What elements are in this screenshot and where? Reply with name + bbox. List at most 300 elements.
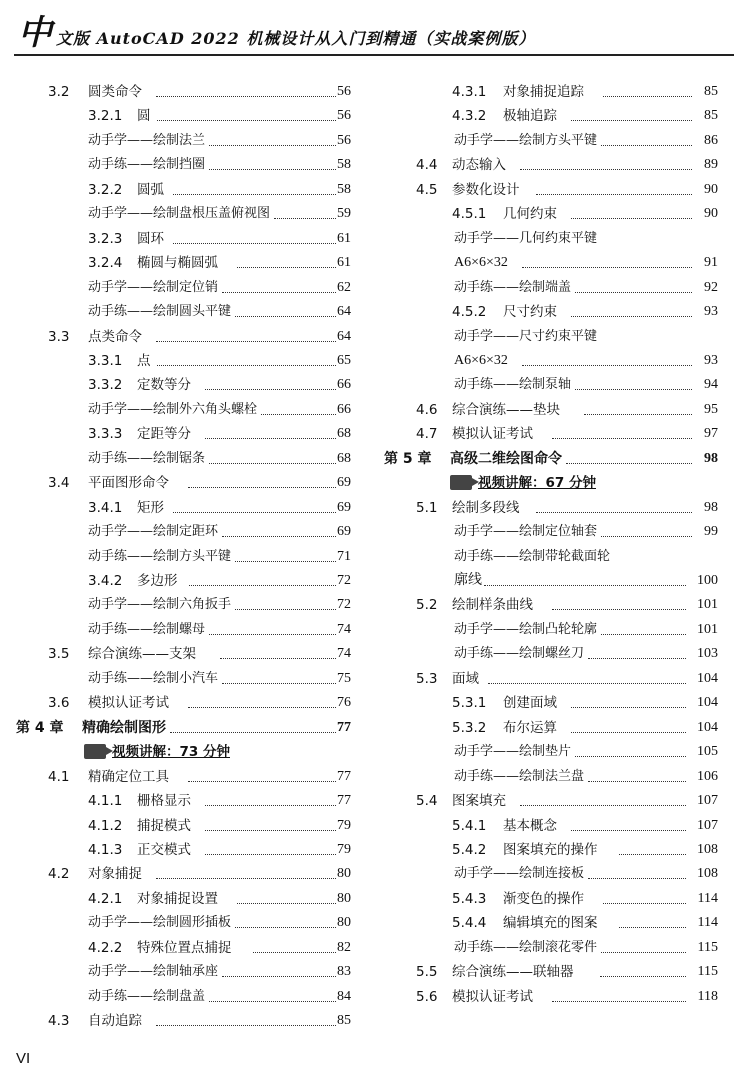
toc-leader-dots (170, 732, 336, 733)
toc-leader-dots (222, 292, 336, 293)
toc-number: 4.4 (416, 157, 438, 174)
toc-entry-ex[interactable] (0, 911, 360, 935)
toc-page-number: 80 (337, 890, 351, 906)
toc-entry-sec[interactable] (380, 985, 740, 1009)
toc-entry-video[interactable] (380, 471, 740, 495)
toc-page-number: 108 (697, 841, 718, 857)
toc-page-number: 59 (337, 206, 351, 222)
video-camera-icon (450, 475, 472, 490)
toc-number: 5.3 (416, 670, 438, 687)
toc-entry-sub[interactable] (380, 716, 740, 740)
toc-leader-dots (261, 414, 336, 415)
toc-page-number: 58 (337, 181, 351, 197)
toc-leader-dots (571, 707, 686, 708)
toc-entry-cont[interactable] (380, 251, 740, 275)
toc-page-number: 84 (337, 988, 351, 1004)
toc-leader-dots (235, 316, 336, 317)
toc-leader-dots (536, 194, 692, 195)
toc-page-number: 74 (337, 646, 351, 662)
toc-page-number: 77 (337, 719, 351, 735)
toc-leader-dots (205, 854, 336, 855)
toc-entry-ex2[interactable] (380, 227, 740, 251)
toc-entry-ex[interactable] (380, 740, 740, 764)
toc-entry-ex[interactable] (380, 129, 740, 153)
toc-label: 绘制样条曲线 (452, 597, 533, 614)
toc-entry-sec[interactable] (380, 593, 740, 617)
toc-label: 动手练——绘制法兰盘 (454, 768, 585, 784)
toc-page-number: 80 (337, 915, 351, 931)
toc-label: 综合演练——联轴器 (452, 964, 574, 981)
toc-page-number: 80 (337, 866, 351, 882)
toc-label: 编辑填充的图案 (503, 915, 598, 932)
toc-leader-dots (575, 292, 692, 293)
toc-leader-dots (520, 805, 686, 806)
toc-leader-dots (235, 561, 336, 562)
toc-label: 模拟认证考试 (452, 426, 533, 443)
toc-label: 圆环 (137, 230, 164, 247)
toc-entry-sub[interactable] (0, 422, 360, 446)
toc-number: 3.4.1 (88, 499, 123, 516)
toc-label: 圆类命令 (88, 84, 142, 100)
toc-page-number: 104 (697, 719, 718, 735)
toc-page-number: 85 (337, 1013, 351, 1029)
toc-label: 点 (137, 352, 151, 369)
toc-number: 3.3.2 (88, 377, 123, 394)
toc-entry-sec[interactable] (380, 496, 740, 520)
toc-entry-ex[interactable] (0, 447, 360, 471)
toc-page-number: 82 (337, 939, 351, 955)
toc-page-number: 79 (337, 841, 351, 857)
toc-page-number: 56 (337, 132, 351, 148)
toc-entry-sec[interactable] (0, 691, 360, 715)
toc-leader-dots (601, 536, 692, 537)
toc-leader-dots (584, 414, 692, 415)
toc-number: 3.2.3 (88, 230, 123, 247)
toc-leader-dots (205, 389, 336, 390)
toc-page-number: 115 (697, 939, 718, 955)
header-title: 文版 AutoCAD 2022 机械设计从入门到精通（实战案例版） (56, 29, 536, 48)
toc-entry-ex[interactable] (0, 593, 360, 617)
toc-entry-ex[interactable] (380, 765, 740, 789)
toc-label: 定数等分 (137, 377, 191, 394)
toc-entry-cont[interactable] (380, 569, 740, 593)
toc-number: 3.2.4 (88, 255, 123, 272)
toc-entry-ex[interactable] (380, 276, 740, 300)
toc-number: 5.4.3 (452, 890, 487, 907)
toc-page-number: 75 (337, 670, 351, 686)
toc-page-number: 105 (697, 744, 718, 760)
toc-number: 4.1.2 (88, 817, 123, 834)
toc-page-number: 100 (697, 573, 718, 588)
toc-label: 动手学——绘制定位销 (88, 279, 219, 295)
toc-label: 廓线 (454, 573, 482, 588)
toc-number: 5.4 (416, 793, 438, 810)
toc-entry-ex[interactable] (0, 398, 360, 422)
toc-entry-cont[interactable] (380, 349, 740, 373)
toc-leader-dots (600, 976, 686, 977)
toc-entry-ex[interactable] (0, 129, 360, 153)
toc-label: 动态输入 (452, 157, 506, 174)
toc-leader-dots (188, 707, 336, 708)
toc-leader-dots (222, 683, 336, 684)
toc-leader-dots (220, 658, 336, 659)
toc-label: 动手学——绘制连接板 (454, 866, 585, 882)
toc-label: 对象捕捉追踪 (503, 84, 584, 100)
toc-entry-sub[interactable] (0, 887, 360, 911)
toc-label: 动手练——绘制方头平键 (88, 548, 232, 564)
toc-number: 4.2.2 (88, 939, 123, 956)
toc-leader-dots (173, 512, 336, 513)
toc-label: 动手练——绘制螺母 (88, 621, 206, 637)
toc-number: 5.4.1 (452, 817, 487, 834)
toc-number: 4.1.3 (88, 841, 123, 858)
toc-number: 5.4.4 (452, 915, 487, 932)
toc-leader-dots (209, 634, 336, 635)
toc-entry-ex[interactable] (0, 276, 360, 300)
toc-leader-dots (601, 634, 686, 635)
toc-entry-sub[interactable] (0, 227, 360, 251)
toc-entry-chap[interactable] (0, 716, 360, 740)
toc-page-number: 85 (704, 108, 718, 124)
toc-label: 特殊位置点捕捉 (137, 939, 232, 956)
toc-entry-sec[interactable] (0, 862, 360, 886)
toc-number: 5.3.2 (452, 719, 487, 736)
toc-label: 动手练——绘制挡圈 (88, 157, 206, 173)
toc-entry-ex2[interactable] (380, 545, 740, 569)
toc-leader-dots (235, 927, 336, 928)
toc-number: 3.4 (48, 475, 70, 492)
toc-entry-ex[interactable] (380, 936, 740, 960)
toc-leader-dots (522, 267, 692, 268)
toc-leader-dots (157, 365, 336, 366)
toc-leader-dots (209, 463, 336, 464)
toc-page-number: 79 (337, 817, 351, 833)
toc-entry-sec[interactable] (380, 789, 740, 813)
toc-number: 3.3.1 (88, 352, 123, 369)
toc-entry-sub[interactable] (0, 178, 360, 202)
toc-leader-dots (156, 341, 336, 342)
toc-entry-sub[interactable] (380, 814, 740, 838)
toc-entry-sec[interactable] (380, 422, 740, 446)
toc-entry-sec[interactable] (380, 153, 740, 177)
toc-entry-sub[interactable] (380, 887, 740, 911)
toc-page-number: 61 (337, 255, 351, 271)
toc-label: 圆弧 (137, 181, 164, 198)
toc-label: 动手练——绘制滚花零件 (454, 939, 598, 955)
toc-label: 对象捕捉 (88, 866, 142, 883)
toc-number: 4.5 (416, 181, 438, 198)
toc-leader-dots (205, 830, 336, 831)
toc-page-number: 64 (337, 304, 351, 320)
toc-entry-ex[interactable] (380, 618, 740, 642)
toc-page-number: 62 (337, 279, 351, 295)
toc-number: 第 4 章 (16, 719, 64, 736)
toc-page-number: 69 (337, 499, 351, 515)
toc-number: 4.3 (48, 1013, 70, 1030)
toc-label: 动手练——绘制螺丝刀 (454, 646, 585, 662)
toc-page-number: 106 (697, 768, 718, 784)
toc-leader-dots (156, 96, 336, 97)
toc-number: 4.6 (416, 401, 438, 418)
toc-leader-dots (520, 169, 692, 170)
toc-label: 精确绘制图形 (82, 719, 166, 736)
toc-leader-dots (601, 145, 692, 146)
toc-entry-sec[interactable] (0, 642, 360, 666)
toc-label: 动手学——绘制凸轮轮廓 (454, 621, 598, 637)
toc-leader-dots (601, 952, 686, 953)
toc-page-number: 115 (697, 964, 718, 980)
toc-leader-dots (484, 585, 686, 586)
toc-number: 3.3.3 (88, 426, 123, 443)
toc-entry-sub[interactable] (0, 373, 360, 397)
toc-page-number: 68 (337, 450, 351, 466)
toc-page-number: 71 (337, 548, 351, 564)
toc-entry-ex[interactable] (0, 960, 360, 984)
toc-entry-sec[interactable] (380, 178, 740, 202)
toc-number: 第 5 章 (384, 450, 432, 467)
toc-label: 综合演练——支架 (88, 646, 196, 663)
toc-leader-dots (237, 903, 336, 904)
toc-label: 圆 (137, 108, 151, 125)
toc-entry-ex[interactable] (0, 153, 360, 177)
toc-entry-ex[interactable] (380, 373, 740, 397)
toc-leader-dots (619, 854, 686, 855)
toc-label: 点类命令 (88, 328, 142, 345)
toc-entry-sub[interactable] (380, 300, 740, 324)
toc-label: 自动追踪 (88, 1013, 142, 1030)
toc-leader-dots (603, 903, 686, 904)
toc-label: A6×6×32 (454, 352, 508, 368)
toc-entry-sub[interactable] (0, 814, 360, 838)
toc-label: 渐变色的操作 (503, 890, 584, 907)
toc-number: 5.6 (416, 988, 438, 1005)
toc-page-number: 85 (704, 84, 718, 99)
toc-label: 模拟认证考试 (88, 695, 169, 712)
toc-leader-dots (189, 585, 336, 586)
toc-entry-sub[interactable] (0, 251, 360, 275)
toc-leader-dots (571, 120, 692, 121)
toc-number: 3.2.1 (88, 108, 123, 125)
toc-entry-sub[interactable] (380, 104, 740, 128)
toc-label: 创建面域 (503, 695, 557, 712)
toc-leader-dots (253, 952, 336, 953)
toc-entry-sec[interactable] (0, 325, 360, 349)
toc-leader-dots (571, 316, 692, 317)
toc-number: 5.3.1 (452, 695, 487, 712)
toc-label: 动手学——绘制定距环 (88, 524, 219, 540)
toc-number: 4.1.1 (88, 793, 123, 810)
toc-label: 多边形 (137, 573, 178, 589)
toc-page-number: 103 (697, 646, 718, 662)
toc-page-number: 94 (704, 377, 718, 393)
toc-entry-ex[interactable] (380, 862, 740, 886)
toc-leader-dots (209, 145, 336, 146)
toc-leader-dots (552, 438, 692, 439)
toc-label: 动手练——绘制锯条 (88, 450, 206, 466)
toc-page-number: 99 (704, 524, 718, 540)
toc-page-number: 104 (697, 695, 718, 711)
toc-leader-dots (588, 658, 686, 659)
toc-leader-dots (536, 512, 692, 513)
toc-entry-sec[interactable] (0, 765, 360, 789)
toc-number: 5.4.2 (452, 841, 487, 858)
toc-page-number: 76 (337, 695, 351, 711)
toc-entry-sub[interactable] (0, 936, 360, 960)
toc-label: 对象捕捉设置 (137, 890, 218, 907)
toc-label: 动手学——绘制外六角头螺栓 (88, 401, 258, 417)
toc-label: 正交模式 (137, 841, 191, 858)
toc-page-number: 92 (704, 279, 718, 295)
toc-leader-dots (205, 805, 336, 806)
toc-leader-dots (235, 609, 336, 610)
toc-page-number: 90 (704, 181, 718, 197)
toc-page-number: 93 (704, 352, 718, 368)
toc-label: 平面图形命令 (88, 475, 169, 492)
toc-entry-chap[interactable] (380, 447, 740, 471)
toc-number: 4.2.1 (88, 890, 123, 907)
toc-entry-sub[interactable] (380, 911, 740, 935)
toc-entry-sec[interactable] (0, 471, 360, 495)
toc-page-number: 56 (337, 84, 351, 99)
toc-leader-dots (173, 194, 336, 195)
toc-label: 尺寸约束 (503, 304, 557, 321)
toc-entry-sub[interactable] (0, 104, 360, 128)
toc-leader-dots (156, 1025, 336, 1026)
toc-label: 图案填充 (452, 793, 506, 810)
toc-entry-sec[interactable] (0, 1009, 360, 1033)
toc-label: 捕捉模式 (137, 817, 191, 834)
toc-leader-dots (619, 927, 686, 928)
toc-entry-ex[interactable] (380, 520, 740, 544)
toc-entry-sub[interactable] (0, 496, 360, 520)
toc-page-number: 107 (697, 793, 718, 809)
toc-label: 栅格显示 (137, 793, 191, 810)
toc-leader-dots (571, 218, 692, 219)
toc-label: 几何约束 (503, 206, 557, 223)
toc-page-number: 77 (337, 768, 351, 784)
toc-entry-ex2[interactable] (380, 325, 740, 349)
toc-label: 布尔运算 (503, 719, 557, 736)
toc-page-number: 101 (697, 621, 718, 637)
toc-label: 面域 (452, 670, 479, 687)
toc-label: 动手学——绘制方头平键 (454, 132, 598, 148)
toc-page-number: 118 (697, 988, 718, 1004)
toc-label: 图案填充的操作 (503, 841, 598, 858)
toc-label: 动手学——绘制圆形插板 (88, 915, 232, 931)
toc-number: 4.3.2 (452, 108, 487, 125)
toc-page-number: 108 (697, 866, 718, 882)
toc-page-number: 98 (704, 450, 718, 466)
toc-entry-sub[interactable] (0, 789, 360, 813)
toc-leader-dots (588, 781, 686, 782)
toc-label: 动手练——绘制泵轴 (454, 377, 572, 393)
toc-entry-sub[interactable] (0, 349, 360, 373)
toc-entry-sec[interactable] (380, 667, 740, 691)
toc-label: 定距等分 (137, 426, 191, 443)
toc-page-number: 58 (337, 157, 351, 173)
toc-number: 3.4.2 (88, 573, 123, 589)
toc-leader-dots (571, 732, 686, 733)
toc-entry-video[interactable] (0, 740, 360, 764)
toc-entry-sec[interactable] (0, 80, 360, 104)
toc-label: 动手学——尺寸约束平键 (454, 328, 598, 344)
toc-entry-sub[interactable] (380, 202, 740, 226)
toc-leader-dots (173, 243, 336, 244)
toc-number: 3.3 (48, 328, 70, 345)
toc-label: 基本概念 (503, 817, 557, 834)
toc-entry-ex[interactable] (0, 202, 360, 226)
toc-label: 精确定位工具 (88, 768, 169, 785)
video-camera-icon (84, 744, 106, 759)
toc-leader-dots (552, 609, 686, 610)
toc-label: A6×6×32 (454, 255, 508, 271)
toc-entry-ex[interactable] (0, 300, 360, 324)
toc-leader-dots (205, 438, 336, 439)
toc-entry-ex[interactable] (0, 545, 360, 569)
toc-page-number: 90 (704, 206, 718, 222)
toc-entry-sub[interactable] (380, 80, 740, 104)
toc-page-number: 77 (337, 793, 351, 809)
toc-leader-dots (188, 781, 336, 782)
toc-entry-sub[interactable] (0, 838, 360, 862)
toc-page-number: 66 (337, 401, 351, 417)
toc-leader-dots (522, 365, 692, 366)
toc-page-number: 93 (704, 304, 718, 320)
toc-entry-ex[interactable] (380, 642, 740, 666)
toc-label: 动手学——绘制定位轴套 (454, 524, 598, 540)
toc-page-number: 56 (337, 108, 351, 124)
toc-entry-sub[interactable] (0, 569, 360, 593)
toc-number: 5.5 (416, 964, 438, 981)
toc-entry-ex[interactable] (0, 520, 360, 544)
page-number: VI (16, 1050, 31, 1067)
toc-label: 视频讲解：73 分钟 (112, 744, 230, 761)
toc-number: 3.6 (48, 695, 70, 712)
toc-label: 动手学——绘制垫片 (454, 744, 572, 760)
toc-leader-dots (156, 878, 336, 879)
toc-entry-ex[interactable] (0, 667, 360, 691)
toc-leader-dots (222, 536, 336, 537)
toc-number: 3.2.2 (88, 181, 123, 198)
toc-leader-dots (552, 1001, 686, 1002)
toc-label: 动手练——绘制盘盖 (88, 988, 206, 1004)
toc-label: 动手学——绘制盘根压盖俯视图 (88, 206, 271, 222)
toc-leader-dots (575, 756, 686, 757)
toc-label: 高级二维绘图命令 (450, 450, 562, 467)
toc-label: 综合演练——垫块 (452, 401, 560, 418)
toc-page-number: 114 (697, 890, 718, 906)
toc-entry-sub[interactable] (380, 838, 740, 862)
toc-entry-sec[interactable] (380, 960, 740, 984)
toc-page-number: 95 (704, 401, 718, 417)
toc-page-number: 69 (337, 475, 351, 491)
toc-entry-ex[interactable] (0, 985, 360, 1009)
toc-leader-dots (157, 120, 336, 121)
page-header (14, 14, 734, 56)
toc-leader-dots (488, 683, 686, 684)
toc-page-number: 91 (704, 255, 718, 271)
toc-page-number: 74 (337, 621, 351, 637)
toc-label: 绘制多段线 (452, 499, 520, 516)
toc-entry-sub[interactable] (380, 691, 740, 715)
toc-label: 动手练——绘制圆头平键 (88, 304, 232, 320)
toc-number: 4.3.1 (452, 84, 487, 100)
toc-entry-ex[interactable] (0, 618, 360, 642)
toc-number: 4.1 (48, 768, 70, 785)
toc-page-number: 61 (337, 230, 351, 246)
toc-entry-sec[interactable] (380, 398, 740, 422)
toc-leader-dots (237, 267, 336, 268)
